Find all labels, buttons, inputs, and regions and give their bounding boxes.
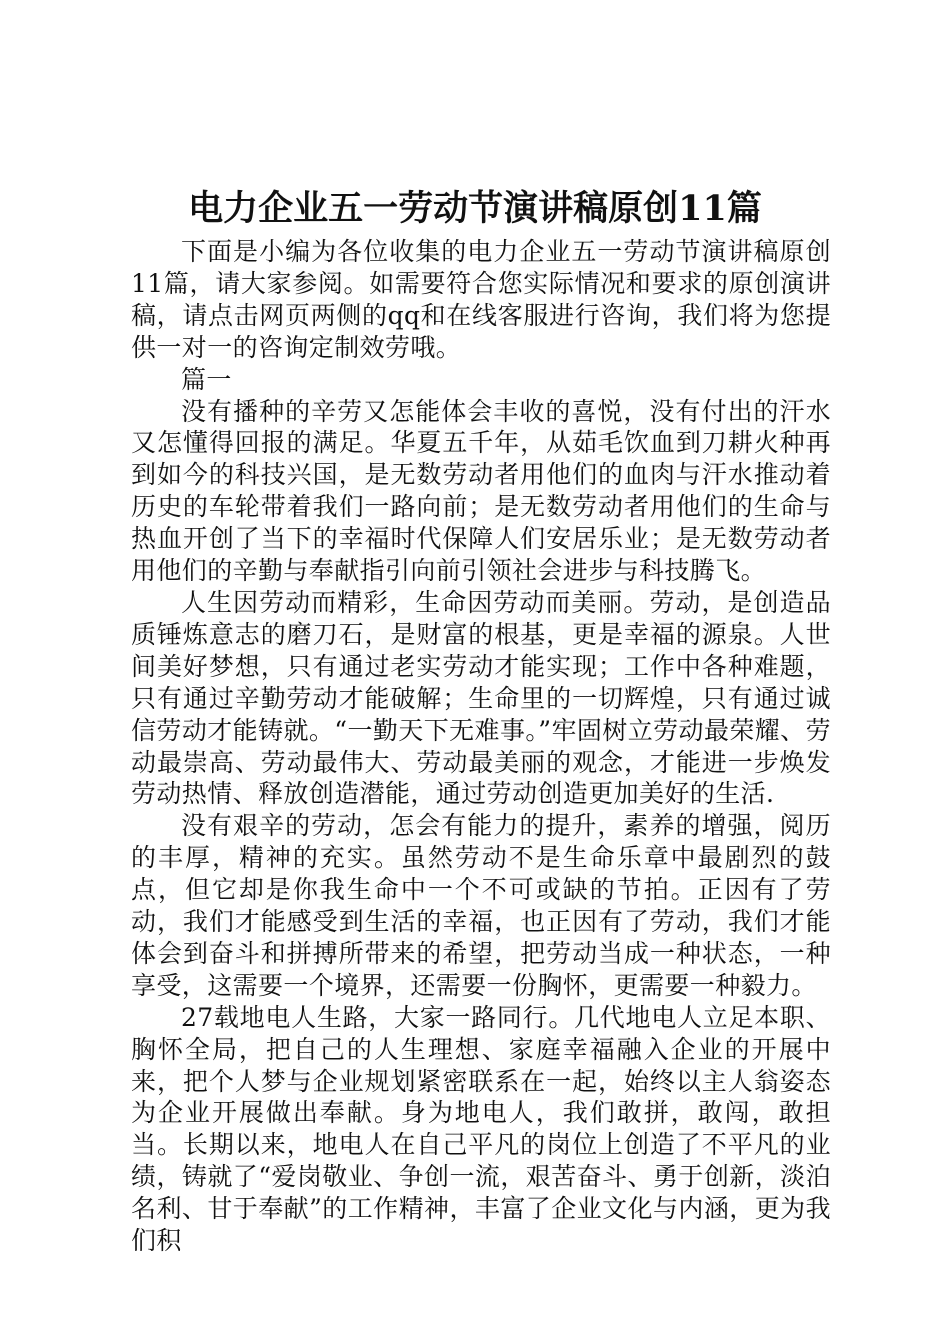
- document-body: [131, 236, 831, 1257]
- paragraph-2: 人生因劳动而精彩，生命因劳动而美丽。劳动，是创造品质锤炼意志的磨刀石，是财富的根基，更是幸福的源泉。人世间美好梦想，只有通过老实劳动才能实现；工作中各种难题，只有通过辛勤劳动才能破解；生命里的一切辉煌，只有通过诚信劳动才能铸就。“一勤天下无难事。”牢固树立劳动最荣耀、劳动最崇高、劳动最伟大、劳动最美丽的观念，才能进一步焕发劳动热情、释放创造潜能，通过劳动创造更加美好的生活.: [131, 587, 831, 809]
- paragraph-1: 没有播种的辛劳又怎能体会丰收的喜悦，没有付出的汗水又怎懂得回报的满足。华夏五千年，从茹毛饮血到刀耕火种再到如今的科技兴国，是无数劳动者用他们的血肉与汗水推动着历史的车轮带着我们一路向前；是无数劳动者用他们的生命与热血开创了当下的幸福时代保障人们安居乐业；是无数劳动者用他们的辛勤与奉献指引向前引领社会进步与科技腾飞。: [131, 396, 831, 586]
- paragraph-4: 27载地电人生路，大家一路同行。几代地电人立足本职、胸怀全局，把自己的人生理想、家庭幸福融入企业的开展中来，把个人梦与企业规划紧密联系在一起，始终以主人翁姿态为企业开展做出奉献。身为地电人，我们敢拼，敢闯，敢担当。长期以来，地电人在自己平凡的岗位上创造了不平凡的业绩，铸就了“爱岗敬业、争创一流，艰苦奋斗、勇于创新，淡泊名利、甘于奉献”的工作精神，丰富了企业文化与内涵，更为我们积: [131, 1002, 831, 1256]
- document-title: 电力企业五一劳动节演讲稿原创11篇: [188, 188, 762, 229]
- paragraph-intro: 下面是小编为各位收集的电力企业五一劳动节演讲稿原创11篇，请大家参阅。如需要符合您实际情况和要求的原创演讲稿，请点击网页两侧的qq和在线客服进行咨询，我们将为您提供一对一的咨询定制效劳哦。: [131, 237, 831, 362]
- section-heading-1: 篇一: [181, 364, 232, 394]
- paragraph-3: 没有艰辛的劳动，怎会有能力的提升，素养的增强，阅历的丰厚，精神的充实。虽然劳动不是生命乐章中最剧烈的鼓点，但它却是你我生命中一个不可或缺的节拍。正因有了劳动，我们才能感受到生活的幸福，也正因有了劳动，我们才能体会到奋斗和拼搏所带来的希望，把劳动当成一种状态，一种享受，这需要一个境界，还需要一份胸怀，更需要一种毅力。: [131, 811, 831, 1000]
